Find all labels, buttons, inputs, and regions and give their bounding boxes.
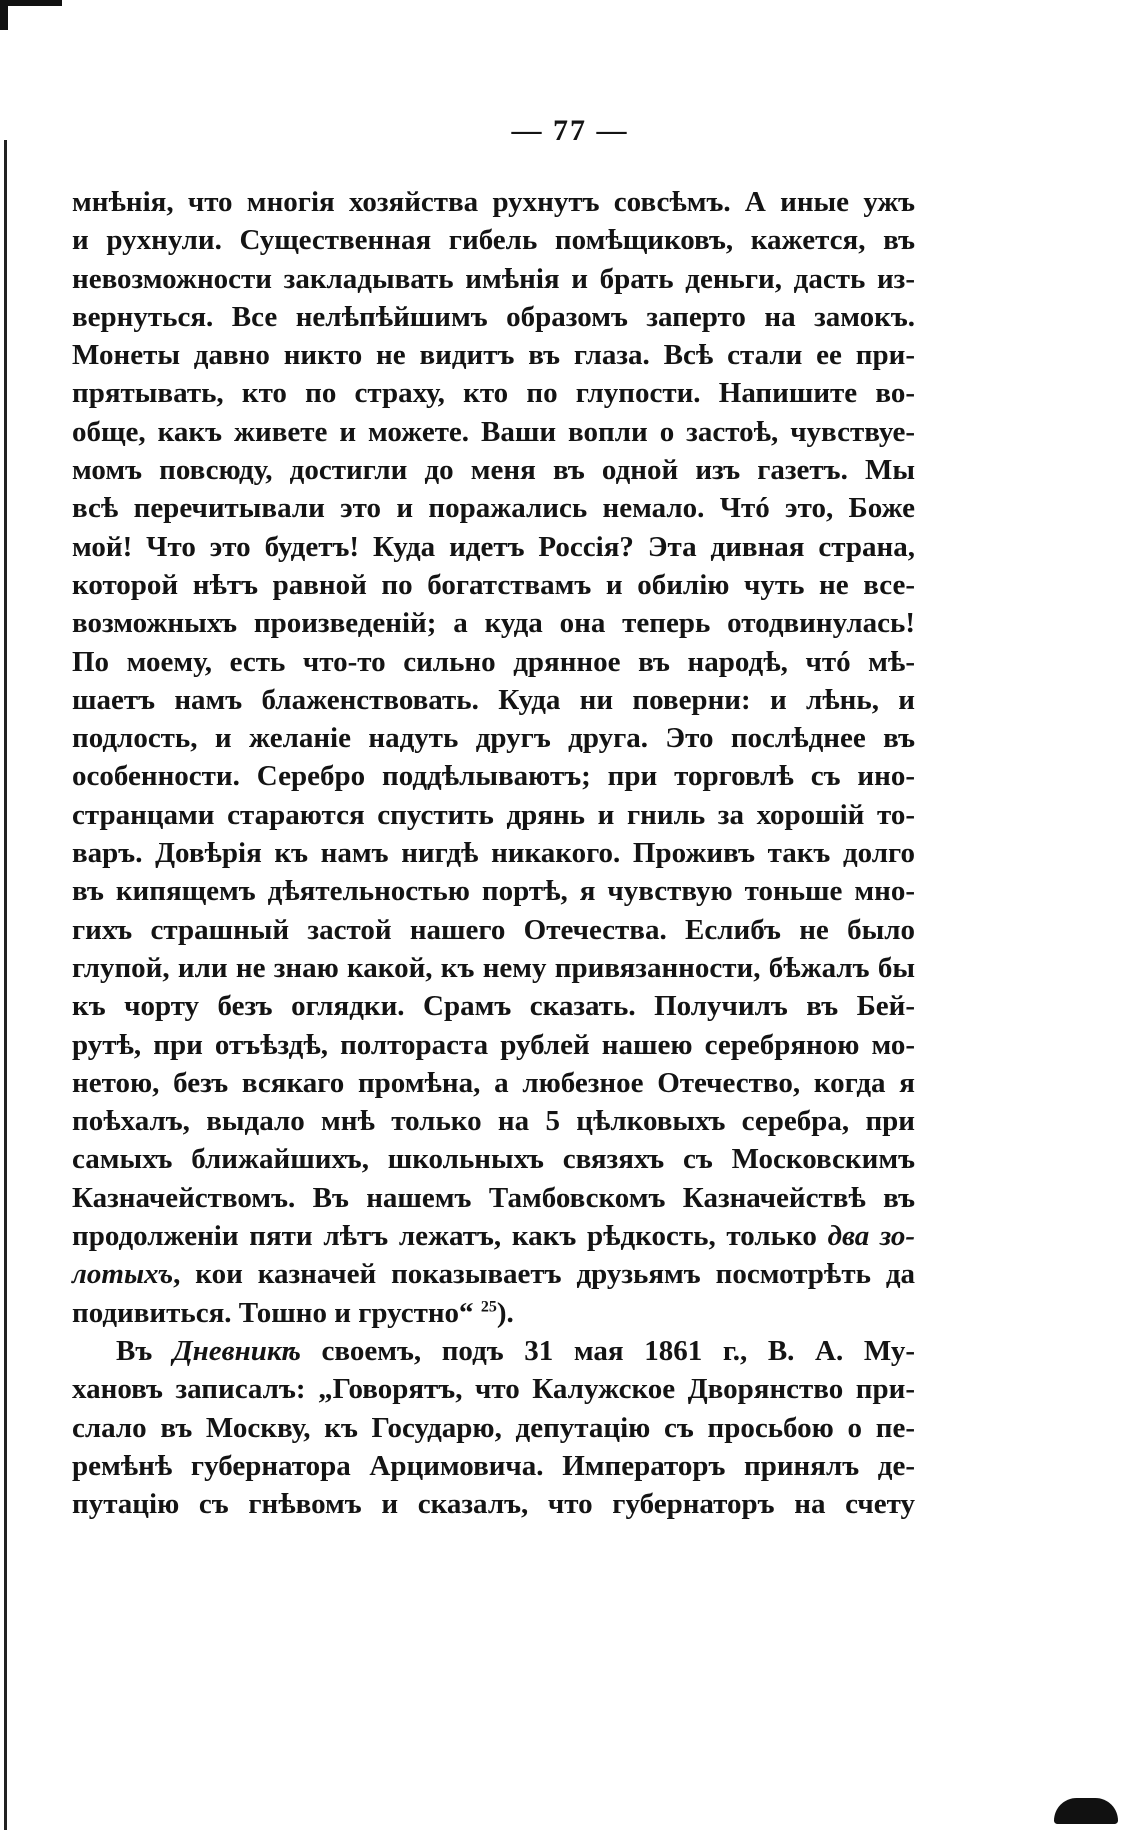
text-line: путацію съ гнѣвомъ и сказалъ, что губернаторъ на счету: [72, 1488, 915, 1521]
body-text: [72, 183, 915, 1523]
scan-artifact: [1054, 1798, 1118, 1824]
text-line: слало въ Москву, къ Государю, депутацію съ просьбою о пе-: [72, 1411, 915, 1444]
text-line: въ кипящемъ дѣятельностью портѣ, я чувствую тоньше мно-: [72, 875, 915, 908]
scan-artifact: [0, 0, 62, 6]
text-line: мой! Что это будетъ! Куда идетъ Россія? Эта дивная страна,: [72, 530, 915, 563]
text-line: которой нѣтъ равной по богатствамъ и обилію чуть не все-: [72, 568, 915, 601]
text-line: невозможности закладывать имѣнія и брать деньги, дасть из-: [72, 262, 915, 295]
text-line: самыхъ ближайшихъ, школьныхъ связяхъ съ Московскимъ: [72, 1143, 915, 1176]
text-line: нетою, безъ всякаго промѣна, а любезное Отечество, когда я: [72, 1066, 915, 1099]
paragraph-first-line: [72, 1332, 915, 1370]
italic-text: два зо-: [827, 1220, 916, 1253]
text-line: момъ повсюду, достигли до меня въ одной изъ газетъ. Мы: [72, 454, 915, 487]
text-line: Казначействомъ. Въ нашемъ Тамбовскомъ Казначействѣ въ: [72, 1181, 915, 1214]
text-line: хановъ записалъ: „Говорятъ, что Калужское Дворянство при-: [72, 1373, 915, 1406]
text-line: варъ. Довѣрія къ намъ нигдѣ никакого. Проживъ такъ долго: [72, 837, 915, 870]
text-line: къ чорту безъ оглядки. Срамъ сказать. Получилъ въ Бей-: [72, 990, 915, 1023]
text-line: рутѣ, при отъѣздѣ, полтораста рублей нашею серебряною мо-: [72, 1028, 915, 1061]
text-fragment: продолженіи пяти лѣтъ лежатъ, какъ рѣдкость, только: [72, 1220, 817, 1253]
text-fragment: Въ: [116, 1334, 173, 1367]
text-line: шаетъ намъ блаженствовать. Куда ни поверни: и лѣнь, и: [72, 683, 915, 716]
text-line: обще, какъ живете и можете. Ваши вопли о застоѣ, чувствуе-: [72, 415, 915, 448]
text-line: ремѣнѣ губернатора Арцимовича. Императоръ принялъ де-: [72, 1449, 915, 1482]
text-line: и рухнули. Существенная гибель помѣщиковъ, кажется, въ: [72, 224, 915, 257]
text-line: [72, 1217, 915, 1255]
text-line: Монеты давно никто не видитъ въ глаза. Всѣ стали ее при-: [72, 339, 915, 372]
text-line: странцами стараются спустить дрянь и гниль за хорошій то-: [72, 798, 915, 831]
italic-text: лотыхъ: [72, 1258, 174, 1291]
text-line: особенности. Серебро поддѣлываютъ; при торговлѣ съ ино-: [72, 760, 915, 793]
text-line: поѣхалъ, выдало мнѣ только на 5 цѣлковыхъ серебра, при: [72, 1105, 915, 1138]
page-number: — 77 —: [511, 114, 629, 147]
text-line: возможныхъ произведеній; а куда она теперь отодвинулась!: [72, 607, 915, 640]
text-fragment: своемъ, подъ 31 мая 1861 г., В. А. Му-: [300, 1334, 915, 1367]
text-fragment: , кои казначей показываетъ друзьямъ посмотрѣть да: [173, 1258, 915, 1291]
scan-edge-line: [4, 140, 7, 1830]
scan-artifact: [0, 0, 8, 30]
text-line: По моему, есть что-то сильно дрянное въ народѣ, чтó мѣ-: [72, 645, 915, 678]
text-fragment: подивиться. Тошно и грустно“: [72, 1296, 474, 1329]
text-line: вернуться. Все нелѣпѣйшимъ образомъ заперто на замокъ.: [72, 300, 915, 333]
text-line: всѣ перечитывали это и поражались немало. Чтó это, Боже: [72, 492, 915, 525]
text-line: гихъ страшный застой нашего Отечества. Еслибъ не было: [72, 913, 915, 946]
italic-text: Дневникѣ: [172, 1334, 301, 1367]
text-line: прятывать, кто по страху, кто по глупости. Напишите во-: [72, 377, 915, 410]
text-line: глупой, или не знаю какой, къ нему привязанности, бѣжалъ бы: [72, 951, 915, 984]
text-fragment: ).: [496, 1296, 514, 1329]
footnote-ref: 25: [480, 1297, 497, 1315]
text-line: [72, 1294, 915, 1332]
text-line: мнѣнія, что многія хозяйства рухнутъ совсѣмъ. А иные ужъ: [72, 186, 915, 218]
text-line: подлость, и желаніе надуть другъ друга. Это послѣднее въ: [72, 722, 915, 755]
text-line: [72, 1255, 915, 1293]
